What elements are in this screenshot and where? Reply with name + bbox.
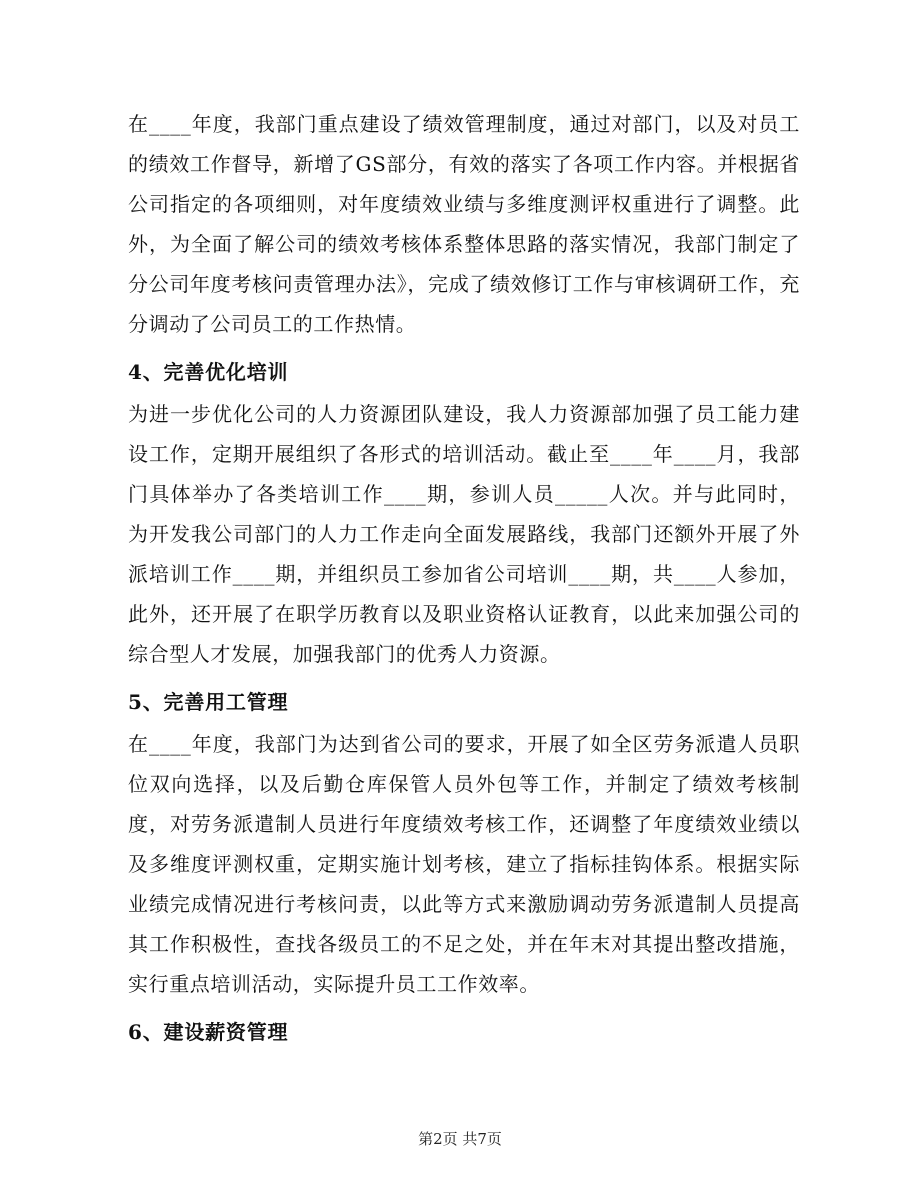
paragraph-training: [128, 394, 800, 674]
paragraph-training-text: 为进一步优化公司的人力资源团队建设，我人力资源部加强了员工能力建设工作，定期开展组织了各形式的培训活动。截止至____年____月，我部门具体举办了各类培训工作____期，参训人员_____人次。并与此同时，为开发我公司部门的人力工作走向全面发展路线，我部门还额外开展了外派培训工作____期，并组织员工参加省公司培训____期，共____人参加，此外，还开展了在职学历教育以及职业资格认证教育，以此来加强公司的综合型人才发展，加强我部门的优秀人力资源。: [128, 402, 800, 666]
paragraph-performance: [128, 104, 800, 344]
document-body: [128, 104, 800, 1054]
page-number: 第2页 共7页: [418, 1130, 502, 1148]
heading-salary: 6、建设薪资管理: [128, 1020, 289, 1044]
paragraph-performance-text: 在____年度，我部门重点建设了绩效管理制度，通过对部门，以及对员工的绩效工作督导，新增了GS部分，有效的落实了各项工作内容。并根据省公司指定的各项细则，对年度绩效业绩与多维度测评权重进行了调整。此外，为全面了解公司的绩效考核体系整体思路的落实情况，我部门制定了分公司年度考核问责管理办法》，完成了绩效修订工作与审核调研工作，充分调动了公司员工的工作热情。: [128, 112, 800, 336]
paragraph-employment-text: 在____年度，我部门为达到省公司的要求，开展了如全区劳务派遣人员职位双向选择，以及后勤仓库保管人员外包等工作，并制定了绩效考核制度，对劳务派遣制人员进行年度绩效考核工作，还调整了年度绩效业绩以及多维度评测权重，定期实施计划考核，建立了指标挂钩体系。根据实际业绩完成情况进行考核问责，以此等方式来激励调动劳务派遣制人员提高其工作积极性，查找各级员工的不足之处，并在年末对其提出整改措施，实行重点培训活动，实际提升员工工作效率。: [128, 732, 800, 996]
heading-employment: 5、完善用工管理: [128, 690, 289, 714]
paragraph-employment: [128, 724, 800, 1004]
heading-training: 4、完善优化培训: [128, 360, 289, 384]
